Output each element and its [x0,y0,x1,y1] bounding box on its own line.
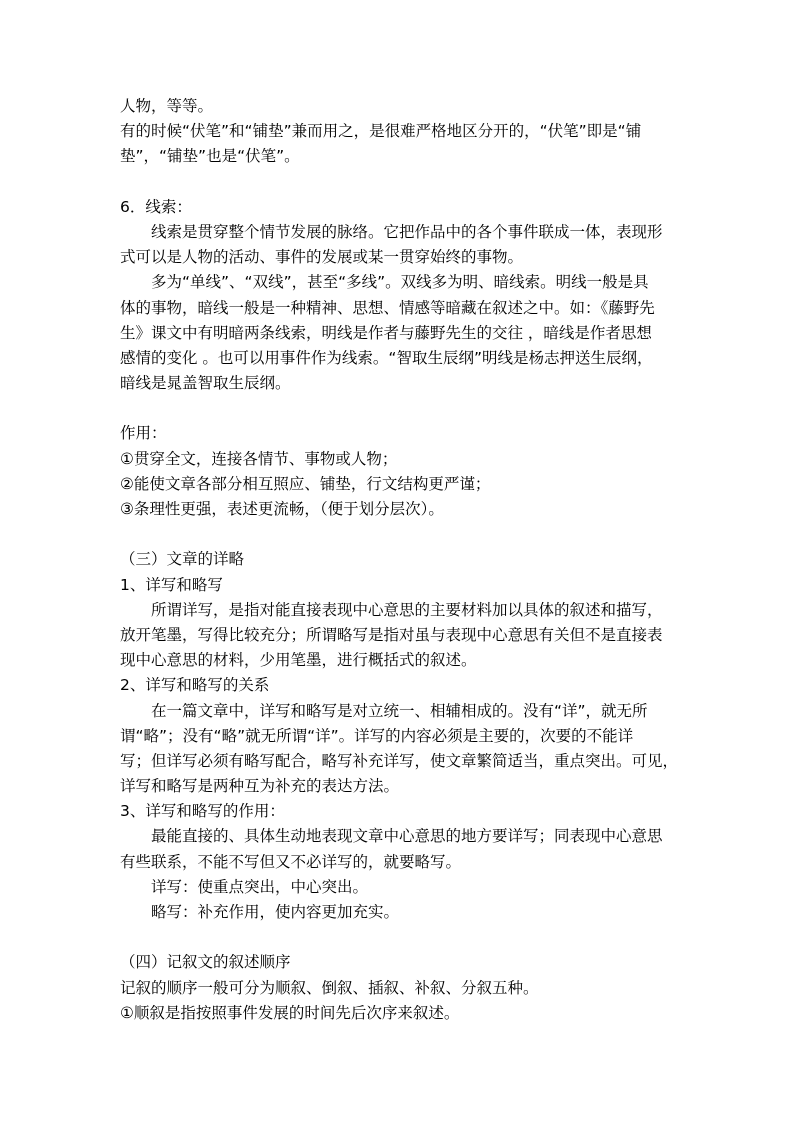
text-line: ①顺叙是指按照事件发展的时间先后次序来叙述。 [120,1003,460,1022]
list-item: ①贯穿全文，连接各情节、事物或人物； [120,449,398,468]
text-line: 略写：补充作用，使内容更加充实。 [151,903,400,921]
subheading: 3、详写和略写的作用： [120,802,285,821]
text-line: 有些联系，不能不写但又不必详写的，就要略写。 [120,852,462,871]
subheading: 1、详写和略写 [120,575,223,594]
text-line: 体的事物，暗线一般是一种精神、思想、情感等暗藏在叙述之中。如：《藤野先 [120,298,655,317]
subheading: 2、详写和略写的关系 [120,676,270,695]
text-line: 最能直接的、具体生动地表现文章中心意思的地方要详写；同表现中心意思 [151,827,663,846]
text-line: 多为“单线”、“双线”，甚至“多线”。双线多为明、暗线索。明线一般是具 [151,273,649,292]
text-line: 详写和略写是两种互为补充的表达方法。 [120,777,400,796]
text-line: 暗线是晁盖智取生辰纲。 [120,374,291,393]
blank-line [120,170,680,195]
text-line: 人物，等等。 [120,97,214,115]
text-line: 在一篇文章中，详写和略写是对立统一、相辅相成的。没有“详”，就无所 [151,701,648,720]
text-line: 放开笔墨，写得比较充分；所谓略写是指对虽与表现中心意思有关但不是直接表 [120,625,663,644]
text-line: 有的时候“伏笔”和“铺垫”兼而用之，是很难严格地区分开的，“伏笔”即是“铺 [120,122,642,141]
text-line: 现中心意思的材料，少用笔墨，进行概括式的叙述。 [120,651,477,670]
section-heading: （四）记叙文的叙述顺序 [120,953,291,972]
text-line: 式可以是人物的活动、事件的发展或某一贯穿始终的事物。 [120,248,524,267]
text-line: 写；但详写必须有略写配合，略写补充详写，使文章繁简适当，重点突出。可见， [120,751,679,770]
text-line: 垫”，“铺垫”也是“伏笔”。 [120,147,300,166]
text-line: 记叙的顺序一般可分为顺叙、倒叙、插叙、补叙、分叙五种。 [120,978,539,997]
text-line: 详写：使重点突出，中心突出。 [151,877,369,896]
text-line: 生》课文中有明暗两条线索，明线是作者与藤野先生的交往 ，暗线是作者思想 [120,323,652,342]
blank-line [120,522,680,547]
text-line: 所谓详写，是指对能直接表现中心意思的主要材料加以具体的叙述和描写， [151,600,663,619]
document-page [120,94,680,1026]
subheading: 作用： [120,424,167,443]
text-line: 线索是贯穿整个情节发展的脉络。它把作品中的各个事件联成一体，表现形 [151,222,663,241]
section-heading: 6．线索： [120,197,192,216]
list-item: ②能使文章各部分相互照应、铺垫，行文结构更严谨； [120,474,491,493]
blank-line [120,925,680,950]
text-line: 谓“略”；没有“略”就无所谓“详”。详写的内容必须是主要的，次要的不能详 [120,726,634,745]
blank-line [120,396,680,421]
section-heading: （三）文章的详略 [120,550,245,569]
text-line: 感情的变化 。也可以用事件作为线索。“智取生辰纲”明线是杨志押送生辰纲， [120,348,653,367]
list-item: ③条理性更强，表述更流畅，（便于划分层次）。 [120,500,444,518]
